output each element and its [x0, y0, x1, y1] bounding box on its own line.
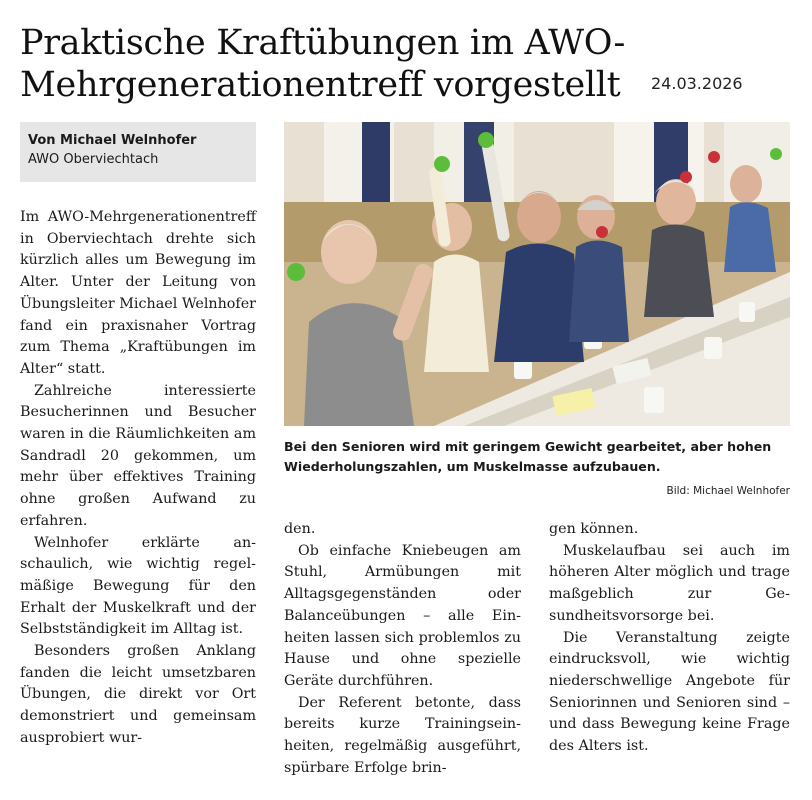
paragraph: Im AWO-Mehrgenerationentreff in Oberviechtach drehte sich kürzlich alles um Bewegung im Alter. Unter der Leitung von Übungsleiter Michael Welnhofer fand ein praxisnaher Vortrag zum Thema „Kraftübungen im Alter“ statt. [20, 209, 256, 377]
article-date: 24.03.2026 [651, 74, 743, 93]
paragraph: Muskelaufbau sei auch im höheren Alter möglich und trage maßgeblich zur Gesundheitsvorsorge bei. [549, 542, 790, 624]
article-column-3 [549, 519, 790, 758]
paragraph: den. [284, 521, 316, 537]
byline-author: Von Michael Welnhofer [28, 133, 197, 148]
paragraph: Zahlreiche interessierte Besucherinnen und Besucher waren in die Räumlichkeiten am Sandradl 20 gekommen, um mehr über effektives Training ohne großen Aufwand zu erfahren. [20, 382, 256, 529]
photo-credit: Bild: Michael Welnhofer [666, 485, 790, 497]
paragraph: Besonders großen Anklang fanden die leicht umsetzbaren Übungen, die direkt vor Ort demonstriert und gemeinsam ausprobiert wur- [20, 643, 256, 746]
article-headline: Praktische Kraftübungen im AWO-Mehrgenerationentreff vorgestellt [20, 23, 625, 105]
article-column-1 [20, 207, 256, 750]
byline-box [20, 122, 256, 182]
seniors-exercise-photo-illustration [284, 122, 790, 426]
paragraph: Der Referent betonte, dass bereits kurze Trainingseinheiten, regelmäßig ausgeführt, spürbare Erfolge brin- [284, 694, 521, 776]
article-column-2 [284, 519, 521, 779]
paragraph: Ob einfache Kniebeugen am Stuhl, Armübungen mit Alltagsgegenständen oder Balanceübungen – alle Einheiten lassen sich problemlos zu Hause und ohne spezielle Geräte durchführen. [284, 542, 521, 689]
article-photo [284, 122, 790, 426]
paragraph: Die Veranstaltung zeigte eindrucksvoll, wie wichtig niederschwellige Angebote für Seniorinnen und Senioren sind – und dass Bewegung keine Frage des Alters ist. [549, 629, 790, 755]
photo-caption: Bei den Senioren wird mit geringem Gewicht gearbeitet, aber hohen Wiederholungszahlen, um Muskelmasse aufzubauen. [284, 439, 772, 474]
paragraph: Welnhofer erklärte anschaulich, wie wichtig regelmäßige Bewegung für den Erhalt der Muskelkraft und der Selbstständigkeit im Alltag ist. [20, 534, 256, 638]
paragraph: gen können. [549, 521, 639, 537]
byline-organization: AWO Oberviechtach [28, 152, 159, 167]
